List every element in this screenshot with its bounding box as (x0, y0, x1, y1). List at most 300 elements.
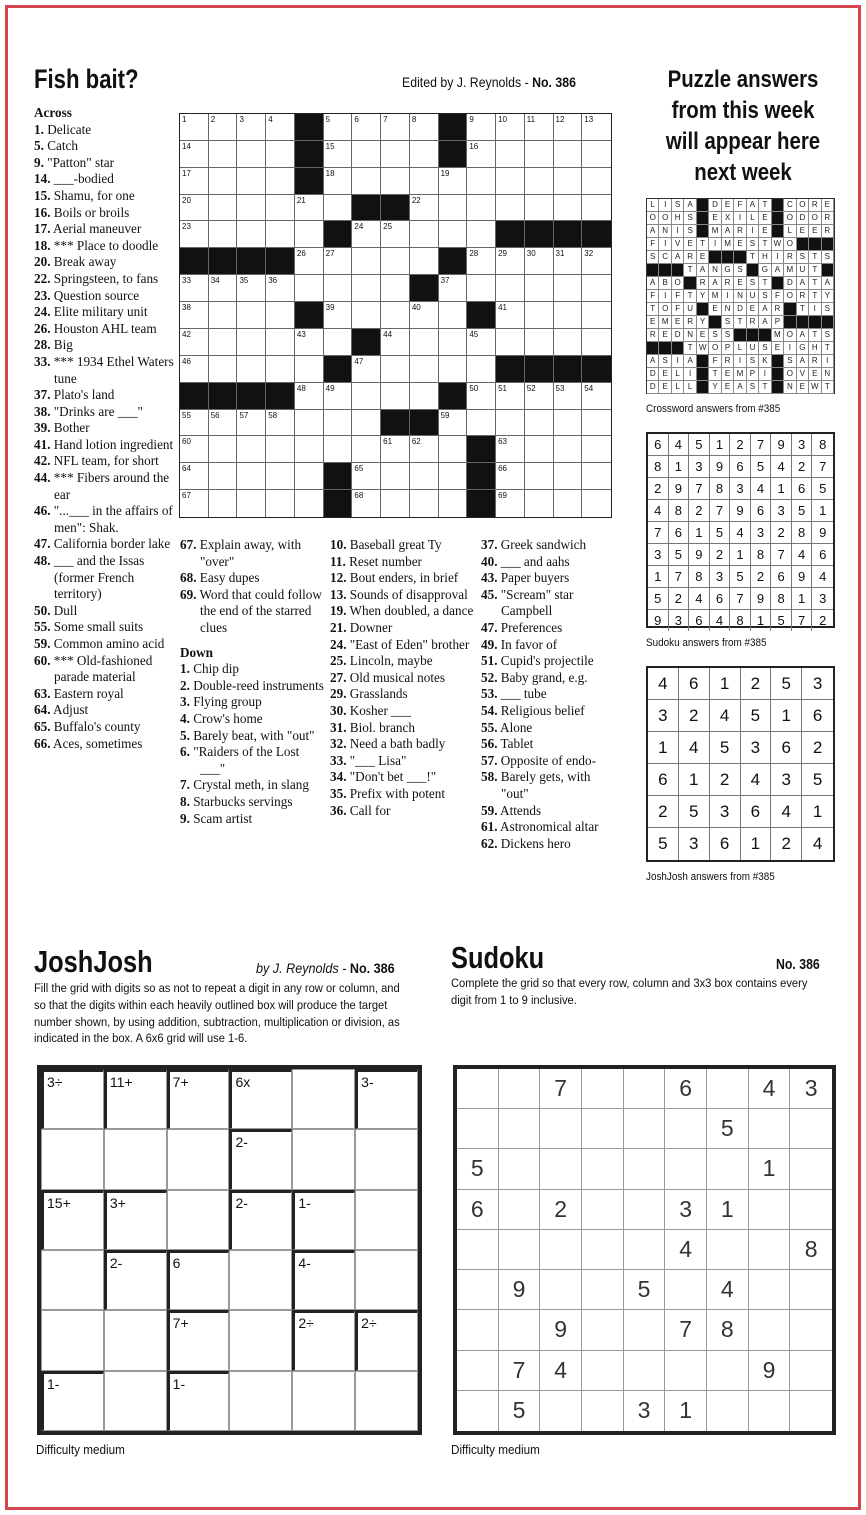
sudoku-empty-cell[interactable] (582, 1149, 624, 1189)
joshjosh-grid[interactable] (37, 1065, 422, 1435)
sudoku-empty-cell[interactable] (540, 1270, 582, 1310)
crossword-cell[interactable] (582, 490, 611, 517)
crossword-cell[interactable] (237, 490, 266, 517)
crossword-cell[interactable] (237, 302, 266, 329)
crossword-cell[interactable] (237, 168, 266, 195)
clue-text: *** Old-fashioned parade material (50, 652, 153, 685)
crossword-cell[interactable] (209, 195, 238, 222)
crossword-cell[interactable] (352, 463, 381, 490)
crossword-cell[interactable] (237, 463, 266, 490)
joshjosh-cell[interactable] (229, 1190, 292, 1250)
joshjosh-cell[interactable] (355, 1190, 418, 1250)
crossword-cell[interactable] (496, 114, 525, 141)
crossword-cell[interactable] (410, 221, 439, 248)
sudoku-empty-cell[interactable] (749, 1391, 791, 1431)
joshjosh-cell[interactable] (41, 1190, 104, 1250)
crossword-cell[interactable] (439, 356, 468, 383)
sudoku-empty-cell[interactable] (457, 1391, 499, 1431)
sudoku-empty-cell[interactable] (707, 1230, 749, 1270)
crossword-cell[interactable] (439, 221, 468, 248)
crossword-cell[interactable] (324, 302, 353, 329)
crossword-cell[interactable] (496, 168, 525, 195)
joshjosh-cell[interactable] (104, 1069, 167, 1129)
crossword-cell[interactable] (467, 410, 496, 437)
sudoku-empty-cell[interactable] (582, 1230, 624, 1270)
crossword-cell[interactable] (209, 329, 238, 356)
crossword-cell[interactable] (554, 195, 583, 222)
sudoku-empty-cell[interactable] (624, 1230, 666, 1270)
crossword-cell[interactable] (180, 141, 209, 168)
crossword-cell[interactable] (525, 141, 554, 168)
crossword-cell[interactable] (467, 383, 496, 410)
sudoku-empty-cell[interactable] (624, 1310, 666, 1350)
joshjosh-cell[interactable] (167, 1069, 230, 1129)
crossword-cell[interactable] (180, 490, 209, 517)
crossword-cell[interactable] (209, 490, 238, 517)
crossword-cell[interactable] (295, 463, 324, 490)
crossword-cell[interactable] (496, 195, 525, 222)
answer-letter: O (659, 303, 671, 316)
crossword-cell[interactable] (525, 463, 554, 490)
crossword-cell[interactable] (352, 383, 381, 410)
joshjosh-cell[interactable] (41, 1069, 104, 1129)
answer-letter: F (672, 303, 684, 316)
crossword-cell[interactable] (582, 141, 611, 168)
crossword-cell[interactable] (209, 168, 238, 195)
sudoku-empty-cell[interactable] (749, 1190, 791, 1230)
crossword-cell[interactable] (554, 302, 583, 329)
sudoku-empty-cell[interactable] (790, 1270, 832, 1310)
crossword-grid[interactable] (179, 113, 612, 518)
crossword-cell[interactable] (381, 383, 410, 410)
crossword-cell[interactable] (439, 490, 468, 517)
joshjosh-cell[interactable] (104, 1250, 167, 1310)
joshjosh-cell[interactable] (292, 1190, 355, 1250)
sudoku-empty-cell[interactable] (499, 1069, 541, 1109)
crossword-cell[interactable] (237, 114, 266, 141)
crossword-cell[interactable] (525, 168, 554, 195)
sudoku-empty-cell[interactable] (790, 1351, 832, 1391)
crossword-cell[interactable] (381, 356, 410, 383)
crossword-cell[interactable] (381, 490, 410, 517)
crossword-cell[interactable] (439, 195, 468, 222)
crossword-cell[interactable] (554, 141, 583, 168)
crossword-cell[interactable] (209, 275, 238, 302)
joshjosh-cell[interactable] (104, 1310, 167, 1370)
sudoku-empty-cell[interactable] (540, 1230, 582, 1270)
crossword-cell[interactable] (496, 141, 525, 168)
crossword-cell[interactable] (525, 410, 554, 437)
crossword-cell[interactable] (582, 436, 611, 463)
joshjosh-cell[interactable] (104, 1190, 167, 1250)
sudoku-answer-cell: 4 (669, 434, 690, 456)
crossword-cell[interactable] (352, 436, 381, 463)
crossword-cell[interactable] (525, 275, 554, 302)
sudoku-empty-cell[interactable] (707, 1351, 749, 1391)
answer-letter: G (722, 264, 734, 277)
crossword-cell[interactable] (352, 248, 381, 275)
crossword-cell[interactable] (180, 302, 209, 329)
crossword-cell[interactable] (439, 463, 468, 490)
sudoku-empty-cell[interactable] (540, 1149, 582, 1189)
crossword-cell[interactable] (266, 168, 295, 195)
crossword-cell[interactable] (180, 356, 209, 383)
sudoku-empty-cell[interactable] (582, 1351, 624, 1391)
crossword-cell[interactable] (381, 275, 410, 302)
joshjosh-cell[interactable] (104, 1371, 167, 1431)
sudoku-empty-cell[interactable] (457, 1310, 499, 1350)
sudoku-empty-cell[interactable] (665, 1109, 707, 1149)
crossword-cell[interactable] (295, 410, 324, 437)
crossword-cell[interactable] (525, 436, 554, 463)
crossword-cell[interactable] (525, 383, 554, 410)
crossword-cell[interactable] (381, 436, 410, 463)
crossword-cell[interactable] (266, 436, 295, 463)
joshjosh-cell[interactable] (41, 1371, 104, 1431)
crossword-cell[interactable] (180, 221, 209, 248)
crossword-cell[interactable] (352, 221, 381, 248)
crossword-cell[interactable] (209, 114, 238, 141)
crossword-cell[interactable] (410, 329, 439, 356)
crossword-cell[interactable] (467, 248, 496, 275)
sudoku-empty-cell[interactable] (582, 1109, 624, 1149)
crossword-cell[interactable] (180, 463, 209, 490)
crossword-cell[interactable] (496, 410, 525, 437)
joshjosh-cell[interactable] (355, 1069, 418, 1129)
sudoku-empty-cell[interactable] (624, 1149, 666, 1189)
crossword-cell[interactable] (295, 383, 324, 410)
sudoku-empty-cell[interactable] (582, 1190, 624, 1230)
crossword-cell[interactable] (324, 275, 353, 302)
sudoku-empty-cell[interactable] (624, 1190, 666, 1230)
crossword-cell[interactable] (237, 141, 266, 168)
crossword-cell[interactable] (209, 436, 238, 463)
sudoku-empty-cell[interactable] (624, 1351, 666, 1391)
crossword-cell[interactable] (295, 356, 324, 383)
sudoku-answer-cell: 4 (648, 500, 669, 522)
crossword-cell[interactable] (295, 195, 324, 222)
crossword-cell[interactable] (467, 329, 496, 356)
crossword-cell[interactable] (324, 168, 353, 195)
crossword-cell[interactable] (266, 410, 295, 437)
crossword-cell[interactable] (381, 248, 410, 275)
joshjosh-cell[interactable] (167, 1310, 230, 1370)
sudoku-empty-cell[interactable] (665, 1351, 707, 1391)
crossword-cell[interactable] (295, 221, 324, 248)
crossword-cell[interactable] (381, 329, 410, 356)
crossword-cell[interactable] (381, 302, 410, 329)
crossword-cell[interactable] (266, 329, 295, 356)
crossword-cell[interactable] (324, 383, 353, 410)
crossword-cell[interactable] (295, 490, 324, 517)
crossword-cell[interactable] (180, 275, 209, 302)
crossword-cell[interactable] (180, 114, 209, 141)
crossword-cell[interactable] (496, 436, 525, 463)
crossword-cell[interactable] (266, 302, 295, 329)
crossword-cell[interactable] (237, 329, 266, 356)
sudoku-empty-cell[interactable] (582, 1270, 624, 1310)
joshjosh-cell[interactable] (229, 1129, 292, 1189)
crossword-cell[interactable] (410, 383, 439, 410)
sudoku-empty-cell[interactable] (499, 1190, 541, 1230)
crossword-cell[interactable] (209, 221, 238, 248)
joshjosh-cell[interactable] (229, 1310, 292, 1370)
crossword-cell[interactable] (324, 410, 353, 437)
crossword-cell[interactable] (295, 248, 324, 275)
crossword-cell[interactable] (324, 141, 353, 168)
crossword-cell[interactable] (352, 410, 381, 437)
clue-text: Springsteen, to fans (50, 270, 159, 286)
joshjosh-cell[interactable] (292, 1250, 355, 1310)
crossword-cell[interactable] (467, 195, 496, 222)
joshjosh-cell[interactable] (229, 1069, 292, 1129)
sudoku-empty-cell[interactable] (790, 1310, 832, 1350)
crossword-cell[interactable] (295, 436, 324, 463)
crossword-cell[interactable] (554, 463, 583, 490)
crossword-cell[interactable] (554, 275, 583, 302)
crossword-cell[interactable] (582, 248, 611, 275)
sudoku-empty-cell[interactable] (499, 1149, 541, 1189)
crossword-cell[interactable] (410, 356, 439, 383)
sudoku-empty-cell[interactable] (582, 1310, 624, 1350)
crossword-cell[interactable] (554, 490, 583, 517)
crossword-cell[interactable] (525, 490, 554, 517)
crossword-cell[interactable] (496, 275, 525, 302)
crossword-cell[interactable] (324, 195, 353, 222)
sudoku-empty-cell[interactable] (540, 1391, 582, 1431)
crossword-cell[interactable] (266, 275, 295, 302)
crossword-cell[interactable] (266, 463, 295, 490)
clue-number: 43. (481, 570, 498, 586)
sudoku-empty-cell[interactable] (707, 1069, 749, 1109)
sudoku-empty-cell[interactable] (749, 1310, 791, 1350)
crossword-cell[interactable] (554, 168, 583, 195)
crossword-cell[interactable] (209, 356, 238, 383)
joshjosh-cell[interactable] (41, 1310, 104, 1370)
crossword-cell[interactable] (410, 490, 439, 517)
crossword-cell[interactable] (237, 410, 266, 437)
joshjosh-cell[interactable] (41, 1129, 104, 1189)
crossword-cell[interactable] (180, 329, 209, 356)
crossword-cell[interactable] (295, 275, 324, 302)
crossword-cell[interactable] (525, 195, 554, 222)
sudoku-empty-cell[interactable] (749, 1230, 791, 1270)
crossword-cell[interactable] (582, 410, 611, 437)
crossword-cell[interactable] (180, 195, 209, 222)
joshjosh-answer-cell: 5 (771, 668, 802, 700)
crossword-cell[interactable] (352, 356, 381, 383)
crossword-cell[interactable] (582, 275, 611, 302)
crossword-cell[interactable] (582, 383, 611, 410)
sudoku-empty-cell[interactable] (457, 1109, 499, 1149)
crossword-cell[interactable] (554, 383, 583, 410)
sudoku-empty-cell[interactable] (665, 1270, 707, 1310)
crossword-cell[interactable] (381, 114, 410, 141)
joshjosh-cell[interactable] (355, 1371, 418, 1431)
crossword-cell[interactable] (410, 248, 439, 275)
crossword-cell[interactable] (209, 141, 238, 168)
sudoku-empty-cell[interactable] (540, 1109, 582, 1149)
crossword-cell[interactable] (439, 329, 468, 356)
joshjosh-cell[interactable] (292, 1310, 355, 1370)
crossword-cell[interactable] (381, 463, 410, 490)
crossword-cell[interactable] (180, 436, 209, 463)
crossword-cell[interactable] (525, 248, 554, 275)
crossword-cell[interactable] (582, 168, 611, 195)
joshjosh-cell[interactable] (167, 1371, 230, 1431)
crossword-cell[interactable] (467, 114, 496, 141)
sudoku-empty-cell[interactable] (582, 1069, 624, 1109)
crossword-cell[interactable] (554, 436, 583, 463)
crossword-cell[interactable] (582, 195, 611, 222)
crossword-cell[interactable] (266, 356, 295, 383)
crossword-cell[interactable] (496, 383, 525, 410)
crossword-cell[interactable] (410, 141, 439, 168)
sudoku-empty-cell[interactable] (665, 1149, 707, 1189)
joshjosh-cell[interactable] (167, 1190, 230, 1250)
sudoku-empty-cell[interactable] (499, 1109, 541, 1149)
crossword-cell[interactable] (266, 221, 295, 248)
sudoku-empty-cell[interactable] (707, 1149, 749, 1189)
sudoku-empty-cell[interactable] (707, 1391, 749, 1431)
crossword-cell[interactable] (496, 248, 525, 275)
joshjosh-cell[interactable] (167, 1129, 230, 1189)
crossword-cell[interactable] (496, 463, 525, 490)
crossword-cell[interactable] (496, 490, 525, 517)
joshjosh-cell[interactable] (41, 1250, 104, 1310)
answer-letter: D (797, 212, 809, 225)
crossword-cell[interactable] (554, 329, 583, 356)
crossword-cell[interactable] (352, 302, 381, 329)
crossword-cell[interactable] (324, 436, 353, 463)
crossword-cell[interactable] (582, 114, 611, 141)
joshjosh-cell[interactable] (355, 1310, 418, 1370)
crossword-cell[interactable] (352, 141, 381, 168)
crossword-cell[interactable] (410, 168, 439, 195)
crossword-cell[interactable] (582, 302, 611, 329)
joshjosh-cell[interactable] (355, 1129, 418, 1189)
crossword-cell[interactable] (439, 436, 468, 463)
crossword-cell[interactable] (410, 114, 439, 141)
crossword-cell[interactable] (410, 195, 439, 222)
cell-number: 10 (498, 115, 507, 124)
sudoku-empty-cell[interactable] (790, 1149, 832, 1189)
sudoku-empty-cell[interactable] (457, 1230, 499, 1270)
sudoku-empty-cell[interactable] (499, 1310, 541, 1350)
crossword-cell[interactable] (352, 490, 381, 517)
crossword-cell[interactable] (237, 221, 266, 248)
sudoku-empty-cell[interactable] (790, 1109, 832, 1149)
crossword-cell[interactable] (439, 410, 468, 437)
crossword-answer-caption: Crossword answers from #385 (646, 403, 781, 415)
crossword-cell[interactable] (237, 436, 266, 463)
crossword-cell[interactable] (439, 168, 468, 195)
crossword-cell[interactable] (582, 463, 611, 490)
crossword-cell[interactable] (525, 329, 554, 356)
joshjosh-cell[interactable] (292, 1129, 355, 1189)
crossword-cell[interactable] (324, 248, 353, 275)
crossword-cell[interactable] (554, 114, 583, 141)
crossword-cell[interactable] (525, 302, 554, 329)
sudoku-empty-cell[interactable] (457, 1351, 499, 1391)
crossword-cell[interactable] (324, 114, 353, 141)
sudoku-empty-cell[interactable] (457, 1270, 499, 1310)
crossword-cell[interactable] (180, 168, 209, 195)
joshjosh-cell[interactable] (104, 1129, 167, 1189)
crossword-cell[interactable] (381, 141, 410, 168)
sudoku-empty-cell[interactable] (790, 1190, 832, 1230)
black-square (209, 248, 238, 275)
crossword-cell[interactable] (209, 463, 238, 490)
crossword-cell[interactable] (180, 410, 209, 437)
joshjosh-cell[interactable] (292, 1371, 355, 1431)
sudoku-empty-cell[interactable] (582, 1391, 624, 1431)
crossword-cell[interactable] (467, 221, 496, 248)
crossword-cell[interactable] (410, 436, 439, 463)
crossword-cell[interactable] (381, 221, 410, 248)
crossword-cell[interactable] (266, 141, 295, 168)
joshjosh-cell[interactable] (292, 1069, 355, 1129)
joshjosh-cell[interactable] (355, 1250, 418, 1310)
crossword-cell[interactable] (237, 356, 266, 383)
crossword-cell[interactable] (352, 114, 381, 141)
sudoku-empty-cell[interactable] (790, 1391, 832, 1431)
crossword-cell[interactable] (439, 302, 468, 329)
crossword-cell[interactable] (266, 195, 295, 222)
crossword-cell[interactable] (381, 168, 410, 195)
sudoku-empty-cell[interactable] (624, 1069, 666, 1109)
crossword-cell[interactable] (209, 302, 238, 329)
crossword-cell[interactable] (237, 195, 266, 222)
sudoku-empty-cell[interactable] (749, 1270, 791, 1310)
crossword-cell[interactable] (496, 302, 525, 329)
crossword-cell[interactable] (295, 329, 324, 356)
crossword-cell[interactable] (410, 302, 439, 329)
sudoku-empty-cell[interactable] (499, 1230, 541, 1270)
crossword-cell[interactable] (525, 114, 554, 141)
sudoku-empty-cell[interactable] (749, 1109, 791, 1149)
answer-black-square (709, 316, 721, 329)
crossword-cell[interactable] (496, 329, 525, 356)
crossword-cell[interactable] (554, 410, 583, 437)
crossword-cell[interactable] (467, 275, 496, 302)
crossword-cell[interactable] (324, 329, 353, 356)
joshjosh-cell[interactable] (229, 1250, 292, 1310)
sudoku-empty-cell[interactable] (624, 1109, 666, 1149)
answer-letter: M (734, 368, 746, 381)
sudoku-given-cell: 7 (665, 1310, 707, 1350)
crossword-cell[interactable] (554, 248, 583, 275)
answer-black-square (809, 238, 821, 251)
crossword-cell[interactable] (352, 168, 381, 195)
crossword-cell[interactable] (467, 168, 496, 195)
answer-letter: O (784, 290, 796, 303)
joshjosh-cell[interactable] (167, 1250, 230, 1310)
crossword-cell[interactable] (352, 275, 381, 302)
crossword-cell[interactable] (237, 275, 266, 302)
crossword-cell[interactable] (266, 490, 295, 517)
crossword-cell[interactable] (410, 463, 439, 490)
crossword-cell[interactable] (582, 329, 611, 356)
crossword-cell[interactable] (467, 356, 496, 383)
sudoku-empty-cell[interactable] (457, 1069, 499, 1109)
crossword-cell[interactable] (209, 410, 238, 437)
crossword-cell[interactable] (439, 275, 468, 302)
joshjosh-cell[interactable] (229, 1371, 292, 1431)
crossword-cell[interactable] (467, 141, 496, 168)
crossword-cell[interactable] (266, 114, 295, 141)
sudoku-grid[interactable] (453, 1065, 836, 1435)
